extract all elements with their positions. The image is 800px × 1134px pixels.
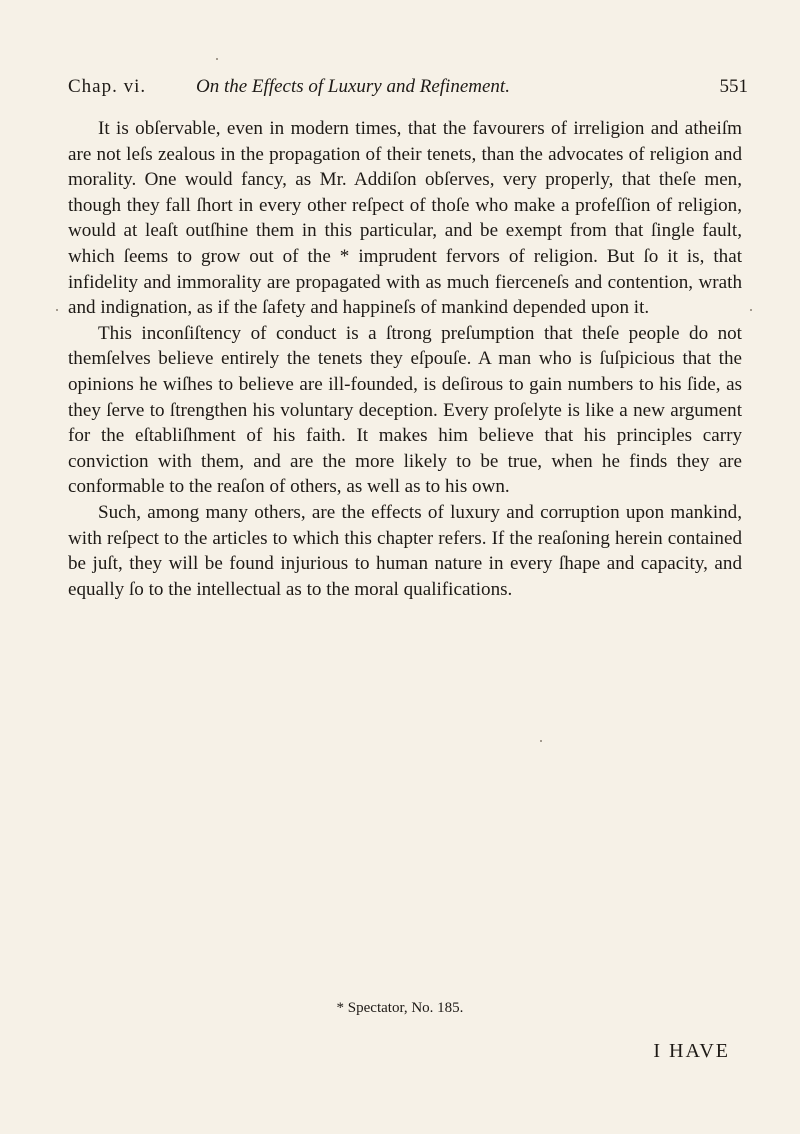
catchword: I HAVE: [653, 1040, 730, 1062]
page-number: 551: [719, 76, 748, 97]
body-text: [68, 116, 742, 602]
paper-speck: [56, 309, 58, 311]
paper-speck: [750, 309, 752, 311]
paragraph-1: It is obſervable, even in modern times, that the favourers of irreligion and atheiſm are not leſs zealous in the propagation of their tenets, than the advocates of religion and morality. One would fancy, as Mr. Addiſon obſerves, very properly, that theſe men, though they fall ſhort in every other reſpect of thoſe who make a profeſſion of religion, would at leaſt outſhine them in this particular, and be exempt from that ſingle fault, which ſeems to grow out of the * imprudent fervors of religion. But ſo it is, that infidelity and immorality are propagated with as much fierceneſs and contention, wrath and indignation, as if the ſafety and happineſs of mankind depended upon it.: [68, 118, 742, 319]
running-title: On the Effects of Luxury and Refinement.: [196, 76, 510, 97]
running-header: [68, 76, 748, 110]
paragraph-2: This inconſiſtency of conduct is a ſtrong preſumption that theſe people do not themſelves believe entirely the tenets they eſpouſe. A man who is ſuſpicious that the opinions he wiſhes to believe are ill-founded, is deſirous to gain numbers to his ſide, as they ſerve to ſtrengthen his voluntary deception. Every proſelyte is like a new argument for the eſtabliſhment of his faith. It makes him believe that his principles carry conviction with them, and are the more likely to be true, when he finds they are conformable to the reaſon of others, as well as to his own.: [68, 322, 742, 498]
chapter-label: Chap. vi.: [68, 76, 147, 97]
footnote: * Spectator, No. 185.: [336, 1000, 464, 1016]
paper-speck: [540, 740, 542, 742]
paragraph-3: Such, among many others, are the effects of luxury and corruption upon mankind, with reſpect to the articles to which this chapter refers. If the reaſoning herein contained be juſt, they will be found injurious to human nature in every ſhape and capacity, and equally ſo to the intellectual as to the moral qualifications.: [68, 501, 742, 600]
paper-speck: [216, 58, 218, 60]
